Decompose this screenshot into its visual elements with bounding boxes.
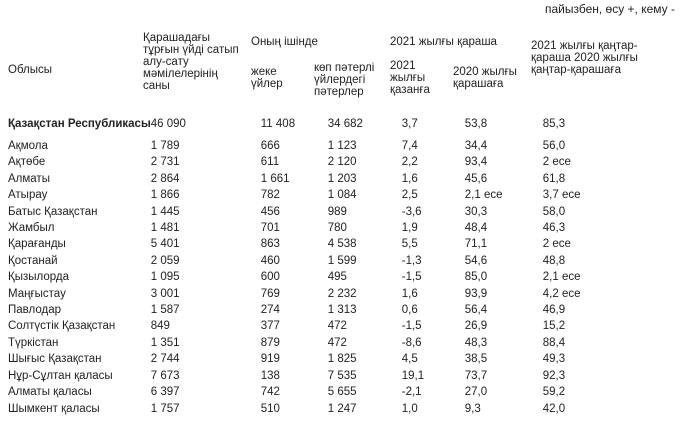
vs-oct2021-cell: 2,2	[401, 156, 418, 169]
table-row	[8, 318, 663, 334]
apartments-cell: 472	[327, 320, 347, 333]
private-houses-cell: 460	[260, 254, 280, 267]
header-of-which: Оның ішінде	[251, 36, 318, 48]
apartments-cell: 2 120	[327, 156, 357, 169]
region-cell: Ақмола	[8, 140, 48, 152]
region-cell: Түркістан	[8, 336, 59, 349]
table-row	[8, 368, 663, 384]
total-deals-cell: 1 789	[150, 140, 180, 152]
apartments-cell: 1 084	[327, 189, 357, 202]
ytd-cell: 46,3	[542, 222, 566, 235]
table-row	[8, 269, 663, 285]
region-cell: Атырау	[8, 189, 48, 202]
ytd-cell: 42,0	[542, 402, 566, 415]
apartments-cell: 2 232	[327, 287, 357, 300]
header-vs-oct2021: 2021 жылғы қазанға	[390, 60, 430, 96]
apartments-cell: 34 682	[327, 117, 363, 130]
header-nov2021-group: 2021 жылғы қараша	[390, 36, 497, 48]
vs-oct2021-cell: 2,5	[401, 189, 418, 202]
vs-oct2021-cell: 1,9	[401, 222, 418, 235]
region-cell: Маңғыстау	[8, 287, 66, 300]
table-row	[8, 335, 663, 351]
region-cell: Шығыс Қазақстан	[8, 353, 102, 366]
vs-nov2020-cell: 53,8	[464, 117, 488, 130]
total-deals-cell: 1 481	[150, 222, 180, 235]
region-cell: Нұр-Сұлтан қаласы	[8, 369, 113, 382]
ytd-cell: 3,7 есе	[542, 189, 581, 202]
table-row	[8, 220, 663, 236]
total-deals-cell: 2 744	[150, 353, 180, 366]
vs-oct2021-cell: 4,5	[401, 353, 418, 366]
ytd-cell: 15,2	[542, 320, 566, 333]
vs-oct2021-cell: -1,5	[401, 271, 422, 284]
total-deals-cell: 1 351	[150, 336, 180, 349]
vs-nov2020-cell: 2,1 есе	[464, 189, 503, 202]
ytd-cell: 85,3	[542, 117, 566, 130]
region-cell: Қарағанды	[8, 238, 66, 251]
vs-oct2021-cell: 19,1	[401, 369, 425, 382]
private-houses-cell: 863	[260, 238, 280, 251]
table-row	[8, 171, 663, 187]
vs-nov2020-cell: 9,3	[464, 402, 481, 415]
private-houses-cell: 377	[260, 320, 280, 333]
total-deals-cell: 46 090	[150, 117, 186, 130]
total-deals-cell: 5 401	[150, 238, 180, 251]
private-houses-cell: 510	[260, 402, 280, 415]
apartments-cell: 1 313	[327, 304, 357, 317]
table-row	[8, 302, 663, 318]
vs-nov2020-cell: 93,9	[464, 287, 488, 300]
region-cell: Шымкент қаласы	[8, 402, 100, 415]
vs-oct2021-cell: 1,6	[401, 287, 418, 300]
table-row	[8, 253, 663, 269]
table-row	[8, 154, 663, 170]
vs-oct2021-cell: 1,6	[401, 172, 418, 185]
total-deals-cell: 2 864	[150, 172, 180, 185]
ytd-cell: 2 есе	[542, 238, 571, 251]
ytd-cell: 2 есе	[542, 156, 571, 169]
apartments-cell: 1 203	[327, 172, 357, 185]
vs-nov2020-cell: 38,5	[464, 353, 488, 366]
header-private-houses: жеке үйлер	[251, 66, 283, 90]
private-houses-cell: 1 661	[260, 172, 290, 185]
private-houses-cell: 611	[260, 156, 280, 169]
total-deals-cell: 1 757	[150, 402, 180, 415]
region-cell: Ақтөбе	[8, 156, 46, 169]
region-cell: Қызылорда	[8, 271, 69, 284]
table-row	[8, 138, 663, 154]
private-houses-cell: 11 408	[260, 117, 296, 130]
table-row	[8, 384, 663, 400]
ytd-cell: 92,3	[542, 369, 566, 382]
apartments-cell: 7 535	[327, 369, 357, 382]
vs-nov2020-cell: 30,3	[464, 205, 488, 218]
vs-nov2020-cell: 27,0	[464, 386, 488, 399]
total-deals-cell: 849	[150, 320, 170, 333]
vs-nov2020-cell: 34,4	[464, 140, 488, 152]
private-houses-cell: 666	[260, 140, 280, 152]
vs-nov2020-cell: 48,4	[464, 222, 488, 235]
table-row	[8, 401, 663, 417]
region-cell: Қазақстан Республикасы	[8, 118, 151, 130]
apartments-cell: 1 599	[327, 254, 357, 267]
table-body	[8, 110, 663, 417]
ytd-cell: 49,3	[542, 353, 566, 366]
housing-deals-table	[8, 110, 663, 417]
table-row	[8, 286, 663, 302]
vs-oct2021-cell: -2,1	[401, 386, 422, 399]
ytd-cell: 59,2	[542, 386, 566, 399]
header-deals-count: Қарашадағы тұрғын үйді сатып алу-сату мәмілелерінің саны	[143, 32, 239, 92]
region-cell: Алматы	[8, 172, 50, 185]
vs-nov2020-cell: 71,1	[464, 238, 488, 251]
vs-oct2021-cell: 0,6	[401, 304, 418, 317]
vs-nov2020-cell: 56,4	[464, 304, 488, 317]
region-cell: Солтүстік Қазақстан	[8, 320, 116, 333]
table-row	[8, 187, 663, 203]
ytd-cell: 88,4	[542, 336, 566, 349]
table-row	[8, 351, 663, 367]
vs-nov2020-cell: 54,6	[464, 254, 488, 267]
total-deals-cell: 7 673	[150, 369, 180, 382]
ytd-cell: 56,0	[542, 140, 566, 152]
private-houses-cell: 782	[260, 189, 280, 202]
vs-nov2020-cell: 93,4	[464, 156, 488, 169]
apartments-cell: 495	[327, 271, 347, 284]
private-houses-cell: 600	[260, 271, 280, 284]
region-cell: Жамбыл	[8, 222, 55, 235]
apartments-cell: 5 655	[327, 386, 357, 399]
vs-oct2021-cell: -8,6	[401, 336, 422, 349]
ytd-cell: 2,1 есе	[542, 271, 581, 284]
private-houses-cell: 274	[260, 304, 280, 317]
vs-oct2021-cell: -3,6	[401, 205, 422, 218]
apartments-cell: 472	[327, 336, 347, 349]
header-region: Облысы	[8, 64, 53, 76]
private-houses-cell: 919	[260, 353, 280, 366]
vs-oct2021-cell: 5,5	[401, 238, 418, 251]
header-ytd: 2021 жылғы қаңтар-қараша 2020 жылғы қаңтар-қарашаға	[531, 40, 638, 76]
vs-oct2021-cell: -1,3	[401, 254, 422, 267]
region-cell: Қостанай	[8, 254, 58, 267]
total-deals-cell: 1 445	[150, 205, 180, 218]
units-note: пайызбен, өсу +, кему -	[544, 2, 675, 16]
ytd-cell: 58,0	[542, 205, 566, 218]
vs-nov2020-cell: 26,9	[464, 320, 488, 333]
apartments-cell: 4 538	[327, 238, 357, 251]
table-row	[8, 236, 663, 252]
private-houses-cell: 456	[260, 205, 280, 218]
table-row	[8, 204, 663, 220]
total-deals-cell: 2 059	[150, 254, 180, 267]
total-deals-cell: 3 001	[150, 287, 180, 300]
region-cell: Алматы қаласы	[8, 386, 92, 399]
total-deals-cell: 1 095	[150, 271, 180, 284]
ytd-cell: 46,9	[542, 304, 566, 317]
apartments-cell: 989	[327, 205, 347, 218]
apartments-cell: 1 825	[327, 353, 357, 366]
vs-oct2021-cell: 3,7	[401, 117, 418, 130]
apartments-cell: 1 247	[327, 402, 357, 415]
ytd-cell: 4,2 есе	[542, 287, 581, 300]
ytd-cell: 61,8	[542, 172, 566, 185]
table-row	[8, 110, 663, 138]
apartments-cell: 780	[327, 222, 347, 235]
total-deals-cell: 6 397	[150, 386, 180, 399]
vs-nov2020-cell: 48,3	[464, 336, 488, 349]
vs-nov2020-cell: 73,7	[464, 369, 488, 382]
private-houses-cell: 769	[260, 287, 280, 300]
header-vs-nov2020: 2020 жылғы қарашаға	[453, 66, 517, 90]
vs-nov2020-cell: 45,6	[464, 172, 488, 185]
private-houses-cell: 742	[260, 386, 280, 399]
region-cell: Батыс Қазақстан	[8, 205, 98, 218]
vs-oct2021-cell: -1,5	[401, 320, 422, 333]
total-deals-cell: 1 866	[150, 189, 180, 202]
vs-nov2020-cell: 85,0	[464, 271, 488, 284]
ytd-cell: 48,8	[542, 254, 566, 267]
private-houses-cell: 879	[260, 336, 280, 349]
apartments-cell: 1 123	[327, 140, 357, 152]
private-houses-cell: 138	[260, 369, 280, 382]
header-apartments: көп пәтерлі үйлердегі пәтерлер	[314, 62, 375, 98]
private-houses-cell: 701	[260, 222, 280, 235]
region-cell: Павлодар	[8, 304, 61, 317]
total-deals-cell: 1 587	[150, 304, 180, 317]
vs-oct2021-cell: 7,4	[401, 140, 418, 152]
vs-oct2021-cell: 1,0	[401, 402, 418, 415]
total-deals-cell: 2 731	[150, 156, 180, 169]
